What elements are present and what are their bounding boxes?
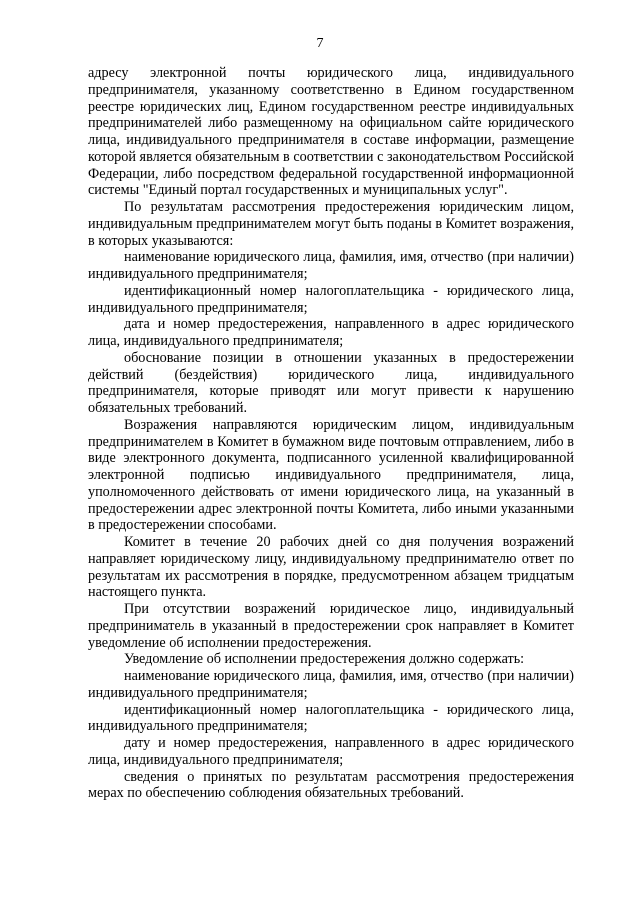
paragraph: Возражения направляются юридическим лицом, индивидуальным предпринимателем в Комитет в бумажном виде почтовым отправлением, либо в виде электронного документа, подписанного усиленной квалифицированной электронной подписью индивидуального предпринимателя, лица, уполномоченного действовать от имени юридического лица, на указанный в предостережении адрес электронной почты Комитета, либо иными указанными в предостережении способами. <box>88 416 574 534</box>
paragraph: адресу электронной почты юридического лица, индивидуального предпринимателя, указанному соответственно в Едином государственном реестре юридических лиц, Едином государственном реестре индивидуальных предпринимателей либо размещенному на официальном сайте юридического лица, индивидуального предпринимателя в составе информации, размещение которой является обязательным в соответствии с законодательством Российской Федерации, либо посредством федеральной государственной информационной системы "Единый портал государственных и муниципальных услуг". <box>88 65 574 199</box>
paragraph: дату и номер предостережения, направленного в адрес юридического лица, индивидуального предпринимателя; <box>88 735 574 768</box>
paragraph: наименование юридического лица, фамилия, имя, отчество (при наличии) индивидуального предпринимателя; <box>88 249 574 282</box>
paragraph: обоснование позиции в отношении указанных в предостережении действий (бездействия) юридического лица, индивидуального предпринимателя, которые приводят или могут привести к нарушению обязательных требований. <box>88 349 574 416</box>
document-body <box>88 65 574 802</box>
paragraph: По результатам рассмотрения предостережения юридическим лицом, индивидуальным предпринимателем могут быть поданы в Комитет возражения, в которых указываются: <box>88 199 574 249</box>
paragraph: идентификационный номер налогоплательщика - юридического лица, индивидуального предпринимателя; <box>88 282 574 316</box>
paragraph: наименование юридического лица, фамилия, имя, отчество (при наличии) индивидуального предпринимателя; <box>88 668 574 701</box>
paragraph: При отсутствии возражений юридическое лицо, индивидуальный предприниматель в указанный в предостережении срок направляет в Комитет уведомление об исполнении предостережения. <box>88 601 574 651</box>
paragraph: Уведомление об исполнении предостережения должно содержать: <box>124 651 525 668</box>
page-number: 7 <box>316 36 324 51</box>
paragraph: сведения о принятых по результатам рассмотрения предостережения мерах по обеспечению соблюдения обязательных требований. <box>88 768 574 802</box>
paragraph: идентификационный номер налогоплательщика - юридического лица, индивидуального предпринимателя; <box>88 701 574 735</box>
paragraph: дата и номер предостережения, направленного в адрес юридического лица, индивидуального предпринимателя; <box>88 316 574 349</box>
paragraph: Комитет в течение 20 рабочих дней со дня получения возражений направляет юридическому лицу, индивидуальному предпринимателю ответ по результатам их рассмотрения в порядке, предусмотренном абзацем тридцатым настоящего пункта. <box>88 534 574 601</box>
